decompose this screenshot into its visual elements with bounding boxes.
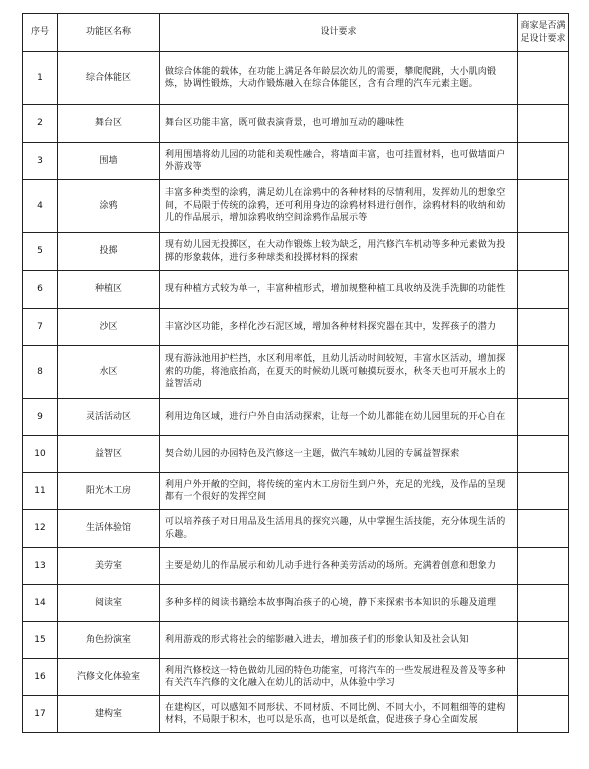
zone-name: 沙区 (58, 309, 160, 346)
requirements-table-wrapper (22, 13, 569, 733)
design-requirement: 丰富多种类型的涂鸦，满足幼儿在涂鸦中的各种材料的尽情利用，发挥幼儿的想象空间，不局限于传统的涂鸦，还可利用身边的涂鸦材料进行创作，涂鸦材料的收纳和幼儿的作品展示，增加涂鸦收纳空间涂鸦作品展示等 (160, 180, 518, 233)
table-row (23, 473, 569, 510)
table-header-row (23, 14, 569, 52)
table-body (23, 52, 569, 733)
zone-name: 舞台区 (58, 105, 160, 143)
zone-name: 围墙 (58, 143, 160, 180)
vendor-compliance-cell (518, 271, 569, 309)
vendor-compliance-cell (518, 346, 569, 399)
row-number: 11 (23, 473, 58, 510)
design-requirement: 契合幼儿园的办园特色及汽修这一主题，做汽车城幼儿园的专属益智探索 (160, 436, 518, 473)
table-row (23, 510, 569, 548)
zone-name: 角色扮演室 (58, 622, 160, 659)
vendor-compliance-cell (518, 585, 569, 622)
table-row (23, 659, 569, 696)
design-requirement: 舞台区功能丰富，既可做表演背景，也可增加互动的趣味性 (160, 105, 518, 143)
row-number: 4 (23, 180, 58, 233)
row-number: 12 (23, 510, 58, 548)
header-zone-name: 功能区名称 (58, 14, 160, 52)
table-row (23, 233, 569, 271)
design-requirement: 在建构区，可以感知不同形状、不同材质、不同比例、不同大小，不同粗细等的建构材料，不局限于积木，也可以是乐高，也可以是纸盒，促进孩子身心全面发展 (160, 696, 518, 733)
row-number: 17 (23, 696, 58, 733)
row-number: 1 (23, 52, 58, 105)
zone-name: 汽修文化体验室 (58, 659, 160, 696)
header-vendor-compliance: 商家是否满足设计要求 (518, 14, 569, 52)
zone-name: 生活体验馆 (58, 510, 160, 548)
table-row (23, 309, 569, 346)
row-number: 13 (23, 548, 58, 585)
vendor-compliance-cell (518, 309, 569, 346)
design-requirement: 利用汽修校这一特色做幼儿园的特色功能室，可将汽车的一些发展进程及普及等多种有关汽车汽修的文化融入在幼儿的活动中，从体验中学习 (160, 659, 518, 696)
row-number: 7 (23, 309, 58, 346)
design-requirement: 主要是幼儿的作品展示和幼儿动手进行各种美劳活动的场所。充满着创意和想象力 (160, 548, 518, 585)
requirements-table (22, 13, 569, 733)
design-requirement: 可以培养孩子对日用品及生活用具的探究兴趣，从中掌握生活技能，充分体现生活的乐趣。 (160, 510, 518, 548)
vendor-compliance-cell (518, 143, 569, 180)
row-number: 6 (23, 271, 58, 309)
vendor-compliance-cell (518, 510, 569, 548)
vendor-compliance-cell (518, 105, 569, 143)
vendor-compliance-cell (518, 399, 569, 436)
design-requirement: 利用户外开敞的空间，将传统的室内木工房衍生到户外，充足的光线，及作品的呈现都有一个很好的发挥空间 (160, 473, 518, 510)
table-row (23, 585, 569, 622)
zone-name: 美劳室 (58, 548, 160, 585)
table-row (23, 622, 569, 659)
design-requirement: 利用围墙将幼儿园的功能和美观性融合，将墙面丰富，也可挂置材料，也可做墙面户外游戏等 (160, 143, 518, 180)
header-number: 序号 (23, 14, 58, 52)
design-requirement: 做综合体能的载体，在功能上满足各年龄层次幼儿的需要，攀爬爬跳，大小肌肉锻炼，协调性锻炼，大动作锻炼融入在综合体能区，含有合理的汽车元素主题。 (160, 52, 518, 105)
vendor-compliance-cell (518, 548, 569, 585)
design-requirement: 现有种植方式较为单一，丰富种植形式，增加规整种植工具收纳及洗手洗脚的功能性 (160, 271, 518, 309)
zone-name: 种植区 (58, 271, 160, 309)
row-number: 9 (23, 399, 58, 436)
row-number: 14 (23, 585, 58, 622)
vendor-compliance-cell (518, 233, 569, 271)
design-requirement: 多种多样的阅读书籍绘本故事陶冶孩子的心境，静下来探索书本知识的乐趣及道理 (160, 585, 518, 622)
design-requirement: 现有游泳池用护栏挡，水区利用率低，且幼儿活动时间较短，丰富水区活动，增加探索的功能，将池底抬高，在夏天的时候幼儿既可触摸玩耍水，秋冬天也可开展水上的益智活动 (160, 346, 518, 399)
row-number: 2 (23, 105, 58, 143)
row-number: 16 (23, 659, 58, 696)
design-requirement: 利用边角区域，进行户外自由活动探索，让每一个幼儿都能在幼儿园里玩的开心自在 (160, 399, 518, 436)
table-row (23, 436, 569, 473)
table-row (23, 143, 569, 180)
table-row (23, 696, 569, 733)
zone-name: 建构室 (58, 696, 160, 733)
table-row (23, 105, 569, 143)
design-requirement: 现有幼儿园无投掷区，在大动作锻炼上较为缺乏，用汽修汽车机动等多种元素做为投掷的形象载体，进行多种球类和投掷材料的探索 (160, 233, 518, 271)
zone-name: 益智区 (58, 436, 160, 473)
zone-name: 涂鸦 (58, 180, 160, 233)
zone-name: 综合体能区 (58, 52, 160, 105)
row-number: 15 (23, 622, 58, 659)
zone-name: 阅读室 (58, 585, 160, 622)
table-row (23, 346, 569, 399)
table-row (23, 271, 569, 309)
vendor-compliance-cell (518, 696, 569, 733)
table-row (23, 180, 569, 233)
table-row (23, 548, 569, 585)
table-row (23, 399, 569, 436)
zone-name: 水区 (58, 346, 160, 399)
design-requirement: 利用游戏的形式将社会的缩影融入进去，增加孩子们的形象认知及社会认知 (160, 622, 518, 659)
design-requirement: 丰富沙区功能，多样化沙石泥区域，增加各种材料探究器在其中，发挥孩子的潜力 (160, 309, 518, 346)
row-number: 10 (23, 436, 58, 473)
header-design-requirement: 设计要求 (160, 14, 518, 52)
zone-name: 投掷 (58, 233, 160, 271)
vendor-compliance-cell (518, 180, 569, 233)
row-number: 3 (23, 143, 58, 180)
vendor-compliance-cell (518, 622, 569, 659)
vendor-compliance-cell (518, 473, 569, 510)
vendor-compliance-cell (518, 52, 569, 105)
vendor-compliance-cell (518, 436, 569, 473)
row-number: 5 (23, 233, 58, 271)
row-number: 8 (23, 346, 58, 399)
zone-name: 灵活活动区 (58, 399, 160, 436)
table-row (23, 52, 569, 105)
zone-name: 阳光木工房 (58, 473, 160, 510)
vendor-compliance-cell (518, 659, 569, 696)
